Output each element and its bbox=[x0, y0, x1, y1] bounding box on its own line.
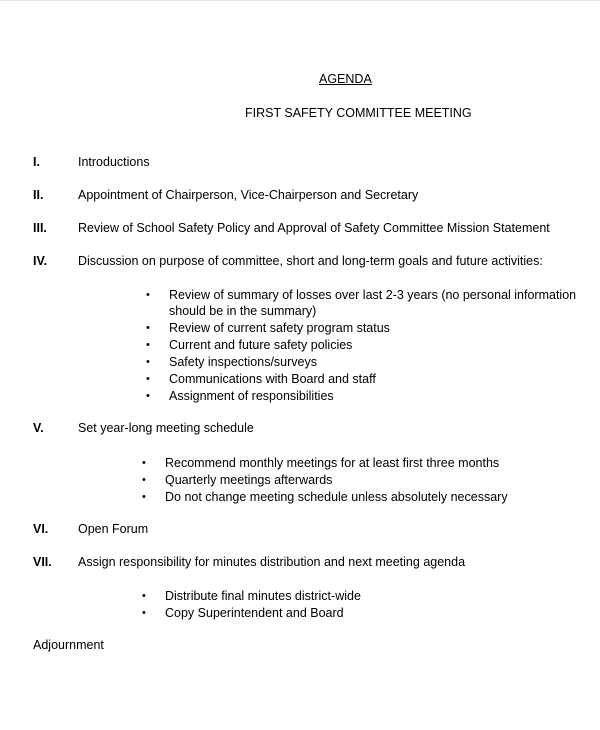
item-numeral: I. bbox=[33, 155, 40, 169]
item-numeral: VI. bbox=[33, 522, 49, 536]
bullet-marker: • bbox=[142, 590, 146, 602]
bullet-text: Current and future safety policies bbox=[169, 338, 353, 352]
title-text: AGENDA bbox=[319, 72, 372, 86]
adjournment: Adjournment bbox=[33, 638, 104, 652]
bullet-marker: • bbox=[146, 390, 150, 402]
item-numeral: IV. bbox=[33, 254, 48, 268]
item-text: Introductions bbox=[78, 155, 150, 169]
bullet-marker: • bbox=[146, 373, 150, 385]
bullet-marker: • bbox=[146, 322, 150, 334]
bullet-text: Copy Superintendent and Board bbox=[165, 606, 344, 620]
bullet-text: Assignment of responsibilities bbox=[169, 389, 334, 403]
bullet-text: Communications with Board and staff bbox=[169, 372, 376, 386]
item-numeral: VII. bbox=[33, 555, 52, 569]
item-text: Assign responsibility for minutes distribution and next meeting agenda bbox=[78, 555, 466, 569]
bullet-text: should be in the summary) bbox=[169, 304, 317, 318]
bullet-marker: • bbox=[142, 474, 146, 486]
bullet-text: Review of summary of losses over last 2-3 years (no personal information bbox=[169, 288, 577, 302]
item-numeral: V. bbox=[33, 421, 44, 435]
item-numeral: II. bbox=[33, 188, 44, 202]
bullet-text: Do not change meeting schedule unless absolutely necessary bbox=[165, 490, 508, 504]
bullet-text: Quarterly meetings afterwards bbox=[165, 473, 333, 487]
bullet-marker: • bbox=[146, 339, 150, 351]
bullet-marker: • bbox=[146, 356, 150, 368]
bullet-marker: • bbox=[146, 289, 150, 301]
item-text: Set year-long meeting schedule bbox=[78, 421, 254, 435]
item-text: Appointment of Chairperson, Vice-Chairperson and Secretary bbox=[78, 188, 419, 202]
bullet-marker: • bbox=[142, 607, 146, 619]
item-text: Review of School Safety Policy and Approval of Safety Committee Mission Statement bbox=[78, 221, 550, 235]
item-numeral: III. bbox=[33, 221, 47, 235]
bullet-text: Recommend monthly meetings for at least first three months bbox=[165, 456, 500, 470]
item-text: Open Forum bbox=[78, 522, 149, 536]
bullet-text: Safety inspections/surveys bbox=[169, 355, 317, 369]
bullet-marker: • bbox=[142, 491, 146, 503]
bullet-marker: • bbox=[142, 457, 146, 469]
subtitle-text: FIRST SAFETY COMMITTEE MEETING bbox=[245, 106, 472, 120]
bullet-text: Review of current safety program status bbox=[169, 321, 390, 335]
bullet-text: Distribute final minutes district-wide bbox=[165, 589, 361, 603]
item-text: Discussion on purpose of committee, short and long-term goals and future activities: bbox=[78, 254, 543, 268]
